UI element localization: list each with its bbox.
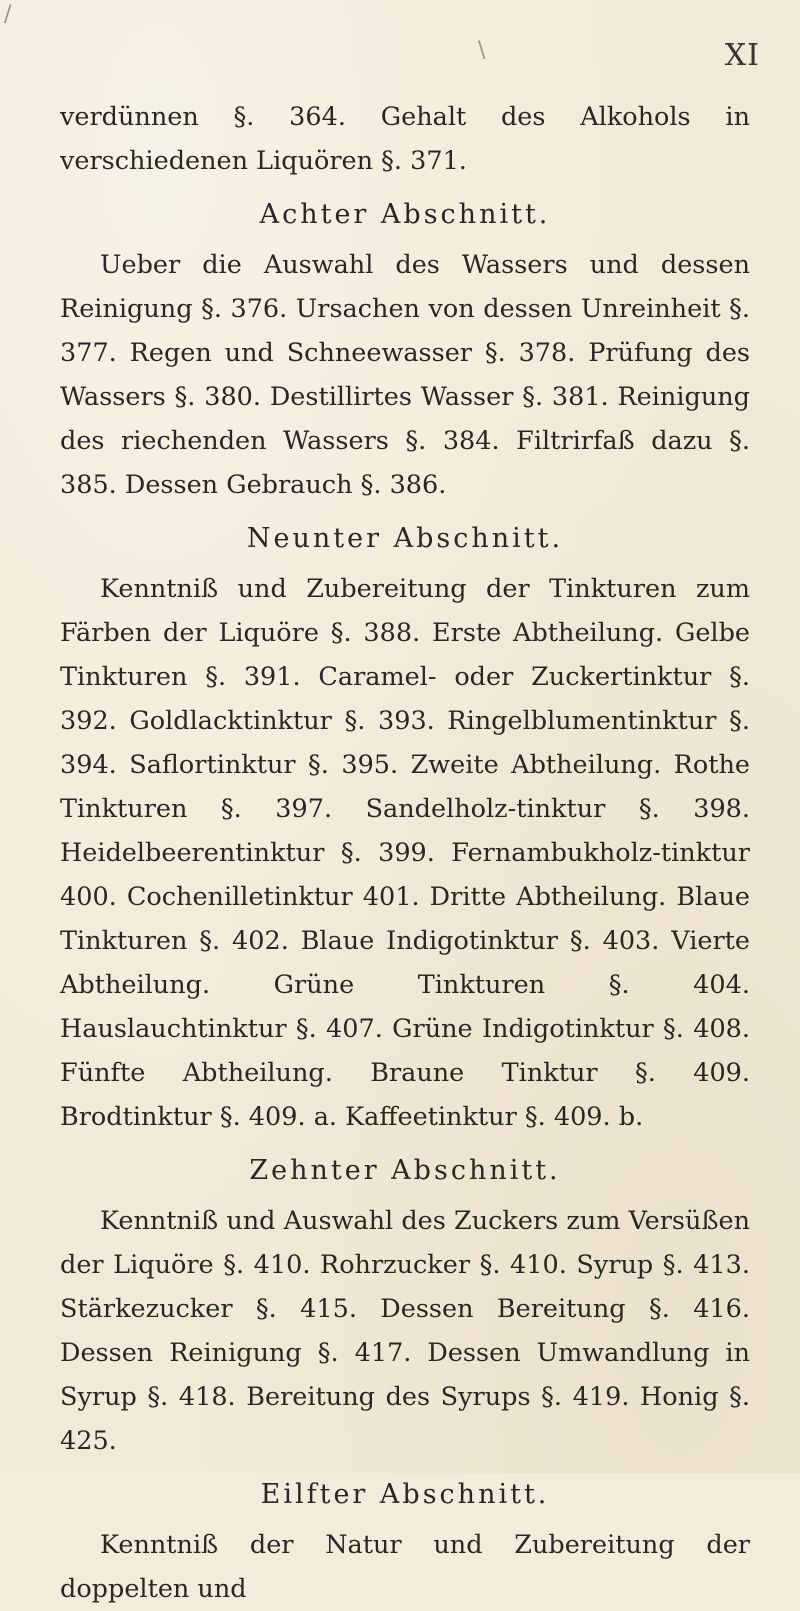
section-body-8: Ueber die Auswahl des Wassers und dessen Reinigung §. 376. Ursachen von dessen Unreinheit §. 377. Regen und Schneewasser §. 378. Prüfung des Wassers §. 380. Destillirtes Wasser §. 381. Reinigung des riechenden Wassers §. 384. Filtrirfaß dazu §. 385. Dessen Gebrauch §. 386. bbox=[60, 250, 750, 500]
section-heading-11: Eilfter Abschnitt. bbox=[260, 1479, 550, 1510]
section-heading-10: Zehnter Abschnitt. bbox=[249, 1155, 561, 1186]
section-body-11: Kenntniß der Natur und Zubereitung der doppelten und bbox=[60, 1530, 750, 1604]
table-of-contents bbox=[60, 95, 750, 1611]
section-heading-9: Neunter Abschnitt. bbox=[246, 523, 564, 554]
page-number: XI bbox=[724, 38, 760, 73]
intro-paragraph: verdünnen §. 364. Gehalt des Alkohols in verschiedenen Liquören §. 371. bbox=[60, 102, 750, 176]
stray-mark: \ bbox=[478, 38, 486, 63]
section-body-10: Kenntniß und Auswahl des Zuckers zum Versüßen der Liquöre §. 410. Rohrzucker §. 410. Syrup §. 413. Stärkezucker §. 415. Dessen Bereitung §. 416. Dessen Reinigung §. 417. Dessen Umwandlung in Syrup §. 418. Bereitung des Syrups §. 419. Honig §. 425. bbox=[60, 1206, 750, 1456]
section-body-9: Kenntniß und Zubereitung der Tinkturen zum Färben der Liquöre §. 388. Erste Abtheilung. Gelbe Tinkturen §. 391. Caramel- oder Zuckertinktur §. 392. Goldlacktinktur §. 393. Ringelblumentinktur §. 394. Saflortinktur §. 395. Zweite Abtheilung. Rothe Tinkturen §. 397. Sandelholz-tinktur §. 398. Heidelbeerentinktur §. 399. Fernambukholz-tinktur 400. Cochenilletinktur 401. Dritte Abtheilung. Blaue Tinkturen §. 402. Blaue Indigotinktur §. 403. Vierte Abtheilung. Grüne Tinkturen §. 404. Hauslauchtinktur §. 407. Grüne Indigotinktur §. 408. Fünfte Abtheilung. Braune Tinktur §. 409. Brodtinktur §. 409. a. Kaffeetinktur §. 409. b. bbox=[60, 574, 750, 1132]
corner-mark: / bbox=[4, 2, 12, 27]
section-heading-8: Achter Abschnitt. bbox=[259, 199, 551, 230]
